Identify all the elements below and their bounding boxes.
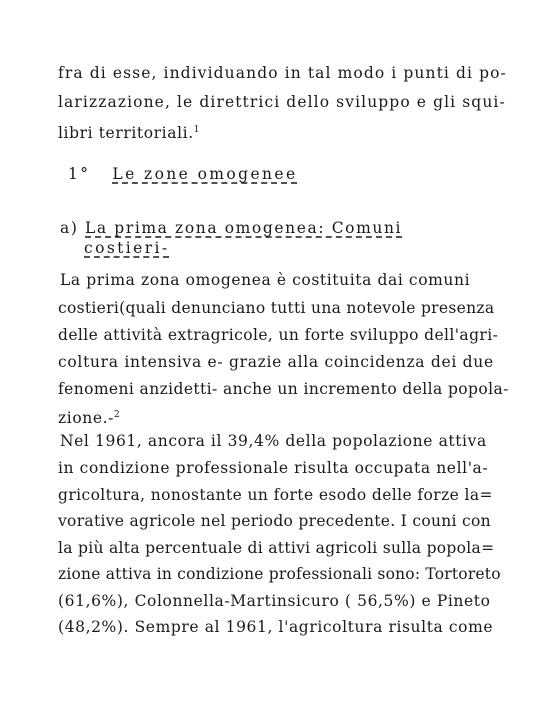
text-line-13: vorative agricole nel periodo precedente. I couni con	[58, 512, 491, 530]
footnote-mark: 2	[113, 410, 121, 420]
text-line-14: la più alta percentuale di attivi agricoli sulla popola=	[58, 539, 495, 557]
text-line-11: in condizione professionale risulta occupata nell'a-	[58, 459, 489, 477]
section-number: 1°	[68, 165, 91, 183]
text-line-2: larizzazione, le direttrici dello sviluppo e gli squi-	[58, 93, 506, 111]
text-line-3: libri territoriali.$^1$	[58, 124, 201, 143]
text-line-7: coltura intensiva e- grazie alla coincidenza dei due	[58, 353, 494, 371]
section-heading	[68, 164, 298, 184]
text-line-5: costieri(quali denunciano tutti una notevole presenza	[58, 299, 495, 317]
subsection-heading	[60, 218, 402, 238]
text-line-8: fenomeni anzidetti- anche un incremento della popola-	[58, 380, 509, 398]
section-title: Le zone omogenee	[112, 165, 298, 183]
subsection-letter: a)	[60, 219, 79, 237]
text-line-1: fra di esse, individuando in tal modo i punti di po-	[58, 64, 507, 82]
text-line-6: delle attività extragricole, un forte sviluppo dell'agri-	[58, 326, 499, 344]
text-line-12: gricoltura, nonostante un forte esodo delle forze la=	[58, 486, 493, 504]
subsection-title: La prima zona omogenea: Comuni	[85, 219, 403, 237]
text-line-4: La prima zona omogenea è costituita dai comuni	[60, 271, 471, 289]
footnote-mark: 1	[193, 125, 201, 135]
text-line-9: zione.-$^2$	[58, 409, 121, 428]
text-line-15: zione attiva in condizione professionali sono: Tortoreto	[58, 565, 501, 583]
text-line-17: (48,2%). Sempre al 1961, l'agricoltura risulta come	[58, 618, 494, 636]
text-line-10: Nel 1961, ancora il 39,4% della popolazione attiva	[60, 432, 487, 450]
subsection-title-cont: costieri-	[84, 239, 170, 257]
text-line-16: (61,6%), Colonnella-Martinsicuro ( 56,5%) e Pineto	[58, 592, 491, 610]
